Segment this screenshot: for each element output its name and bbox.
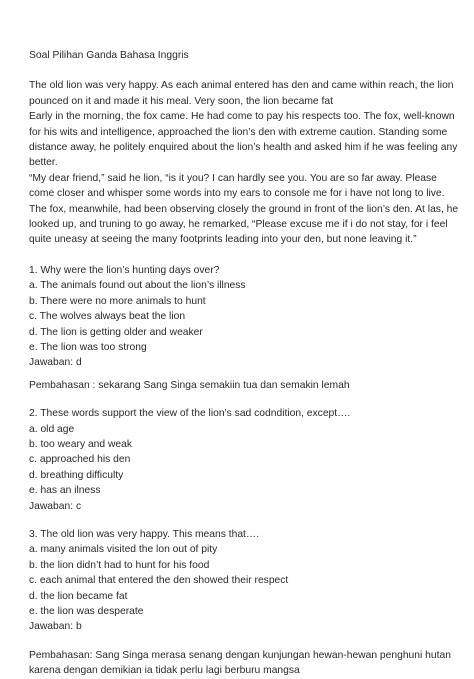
explanation-text: Pembahasan: Sang Singa merasa senang dengan kunjungan hewan-hewan penghuni hutan karena dengan demikian ia tidak perlu lagi berburu mangsa	[29, 649, 451, 677]
question-text: 3. The old lion was very happy. This means that….	[29, 528, 260, 540]
option-d: d. breathing difficulty	[29, 469, 124, 481]
option-e: e. The lion was too strong	[29, 341, 147, 353]
passage-paragraph: The old lion was very happy. As each animal entered has den and came within reach, the lion pounced on it and made it his meal. Very soon, the lion became fat	[29, 80, 454, 107]
option-a: a. old age	[29, 423, 75, 435]
question-1	[29, 263, 459, 393]
final-explanation	[29, 648, 459, 679]
passage-paragraph: “My dear friend,” said he lion, “is it you? I can hardly see you. You are so far away. Please come closer and whisper some words into my ears to console me for i have not long to live. The fox, meanwhile, had been observing closely the ground in front of the lion’s den. At las, he looked up, and truning to go away, he remarked, “Please excuse me if i do not stay, for i feel quite uneasy at seeing the many footprints leading into your den, but none leaving it.”	[29, 172, 459, 246]
option-c: c. The wolves always beat the lion	[29, 311, 186, 323]
question-2	[29, 406, 459, 514]
option-b: b. There were no more animals to hunt	[29, 295, 206, 307]
answer-key: Jawaban: d	[29, 357, 82, 369]
option-a: a. The animals found out about the lion’s illness	[29, 280, 246, 292]
option-e: e. has an ilness	[29, 485, 101, 497]
option-e: e. the lion was desperate	[29, 606, 144, 617]
answer-key: Jawaban: c	[29, 500, 82, 512]
option-b: b. too weary and weak	[29, 438, 133, 450]
document-title: Soal Pilihan Ganda Bahasa Inggris	[29, 50, 189, 61]
option-d: d. the lion became fat	[29, 590, 128, 602]
answer-key: Jawaban: b	[29, 621, 82, 633]
document-body	[29, 48, 459, 679]
explanation-text: Pembahasan : sekarang Sang Singa semakiin tua dan semakin lemah	[29, 379, 350, 391]
option-b: b. the lion didn’t had to hunt for his food	[29, 559, 210, 571]
question-3	[29, 527, 459, 635]
option-a: a. many animals visited the lon out of pity	[29, 544, 218, 556]
option-d: d. The lion is getting older and weaker	[29, 326, 203, 338]
question-text: 1. Why were the lion’s hunting days over?	[29, 264, 220, 276]
option-c: c. each animal that entered the den showed their respect	[29, 575, 289, 587]
reading-passage	[29, 78, 459, 247]
passage-paragraph: Early in the morning, the fox came. He had come to pay his respects too. The fox, well-known for his wits and intelligence, approached the lion’s den with extreme caution. Standing some distance away, he politely enquired about the lion’s health and asked him if he was feeling any better.	[29, 111, 458, 169]
question-text: 2. These words support the view of the lion’s sad codndition, except….	[29, 408, 351, 420]
option-c: c. approached his den	[29, 454, 131, 466]
